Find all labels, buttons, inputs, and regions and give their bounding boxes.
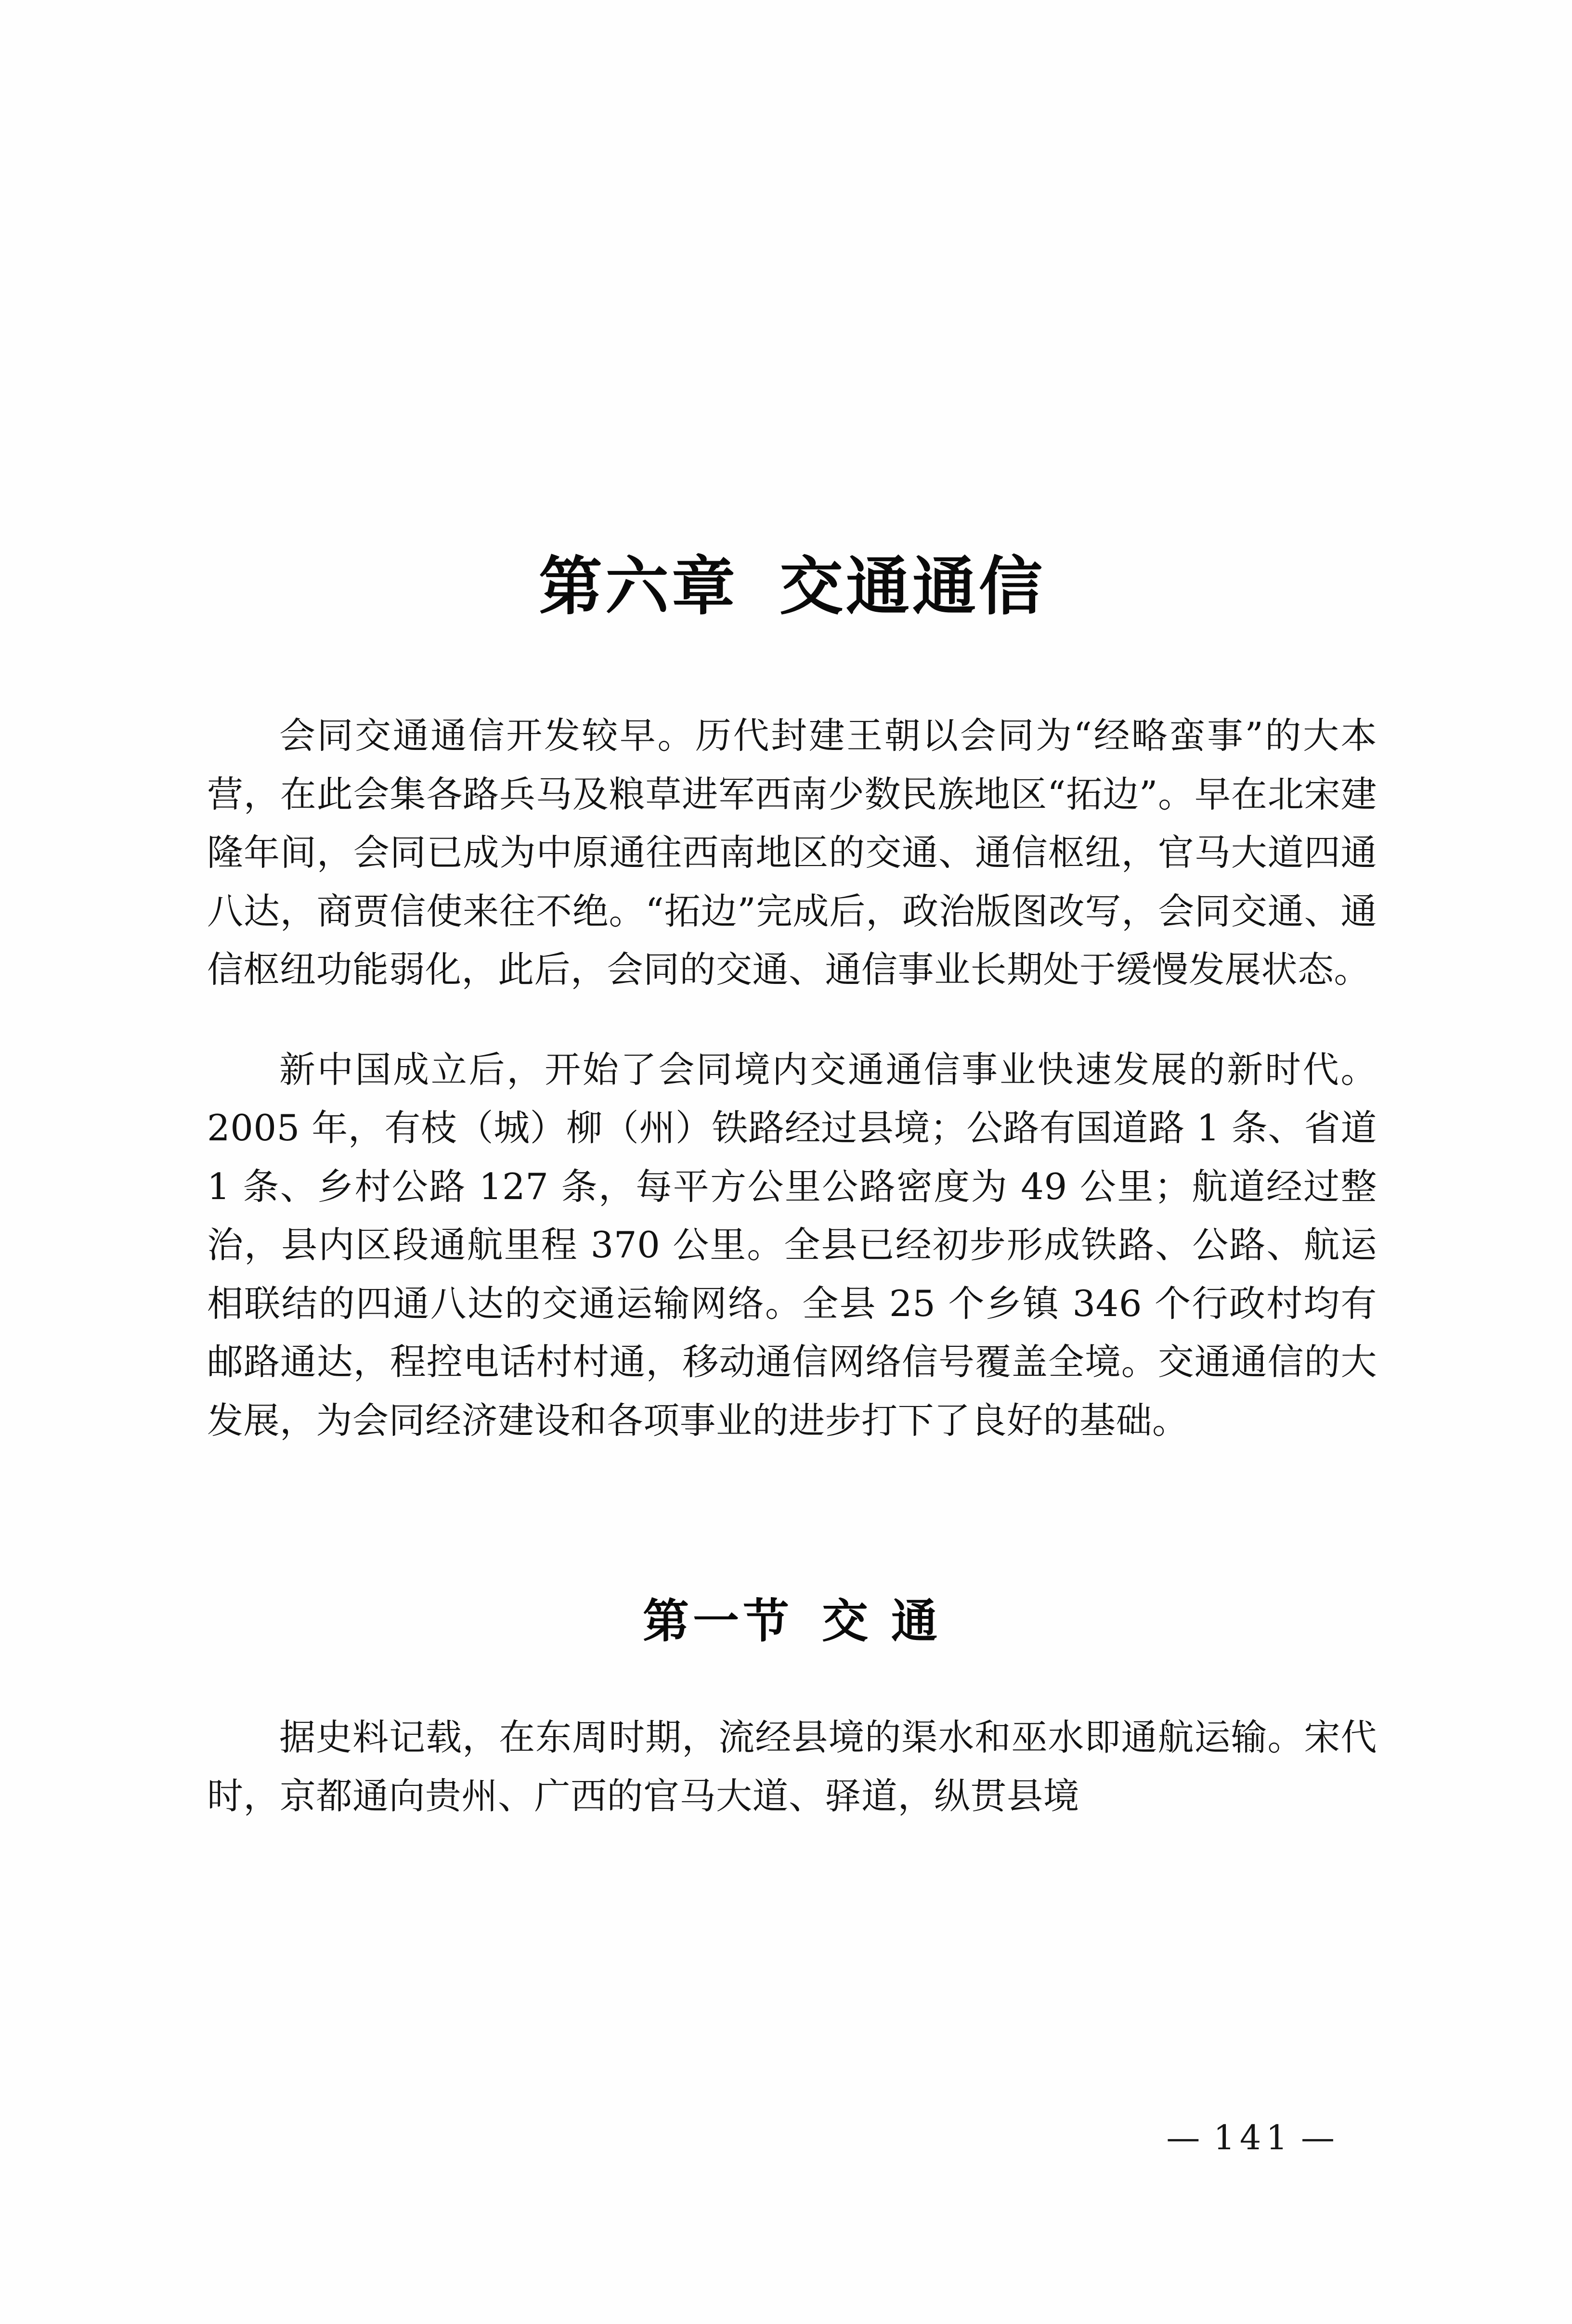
chapter-title [207,549,1377,625]
section-paragraph-1: 据史料记载，在东周时期，流经县境的渠水和巫水即通航运输。宋代时，京都通向贵州、广西的官马大道、驿道，纵贯县境 [207,1716,1377,1817]
section-title [207,1585,1377,1651]
folio-dash-left: — [1166,2118,1205,2157]
chapter-name: 交通通信 [780,549,1045,624]
section-name-first: 交 [822,1594,872,1649]
page-content [207,0,1377,2324]
section-number: 第一节 [643,1594,793,1649]
page-number: 141 [1213,2118,1292,2157]
chapter-number: 第六章 [539,549,738,624]
section-name-second: 通 [891,1594,941,1649]
body-paragraph-1: 会同交通通信开发较早。历代封建王朝以会同为“经略蛮事”的大本营，在此会集各路兵马及粮草进军西南少数民族地区“拓边”。早在北宋建隆年间，会同已成为中原通往西南地区的交通、通信枢纽，官马大道四通八达，商贾信使来往不绝。“拓边”完成后，政治版图改写，会同交通、通信枢纽功能弱化，此后，会同的交通、通信事业长期处于缓慢发展状态。 [207,714,1377,991]
folio-dash-right: — [1301,2118,1339,2157]
body-paragraph-2: 新中国成立后，开始了会同境内交通通信事业快速发展的新时代。2005 年，有枝（城）柳（州）铁路经过县境；公路有国道路 1 条、省道 1 条、乡村公路 127 条，每平方公里公路密度为 49 公里；航道经过整治，县内区段通航里程 370 公里。全县已经初步形成铁路、公路、航运相联结的四通八达的交通运输网络。全县 25 个乡镇 346 个行政村均有邮路通达，程控电话村村通，移动通信网络信号覆盖全境。交通通信的大发展，为会同经济建设和各项事业的进步打下了良好的基础。 [207,1048,1377,1442]
page-footer-folio [207,2118,1377,2157]
